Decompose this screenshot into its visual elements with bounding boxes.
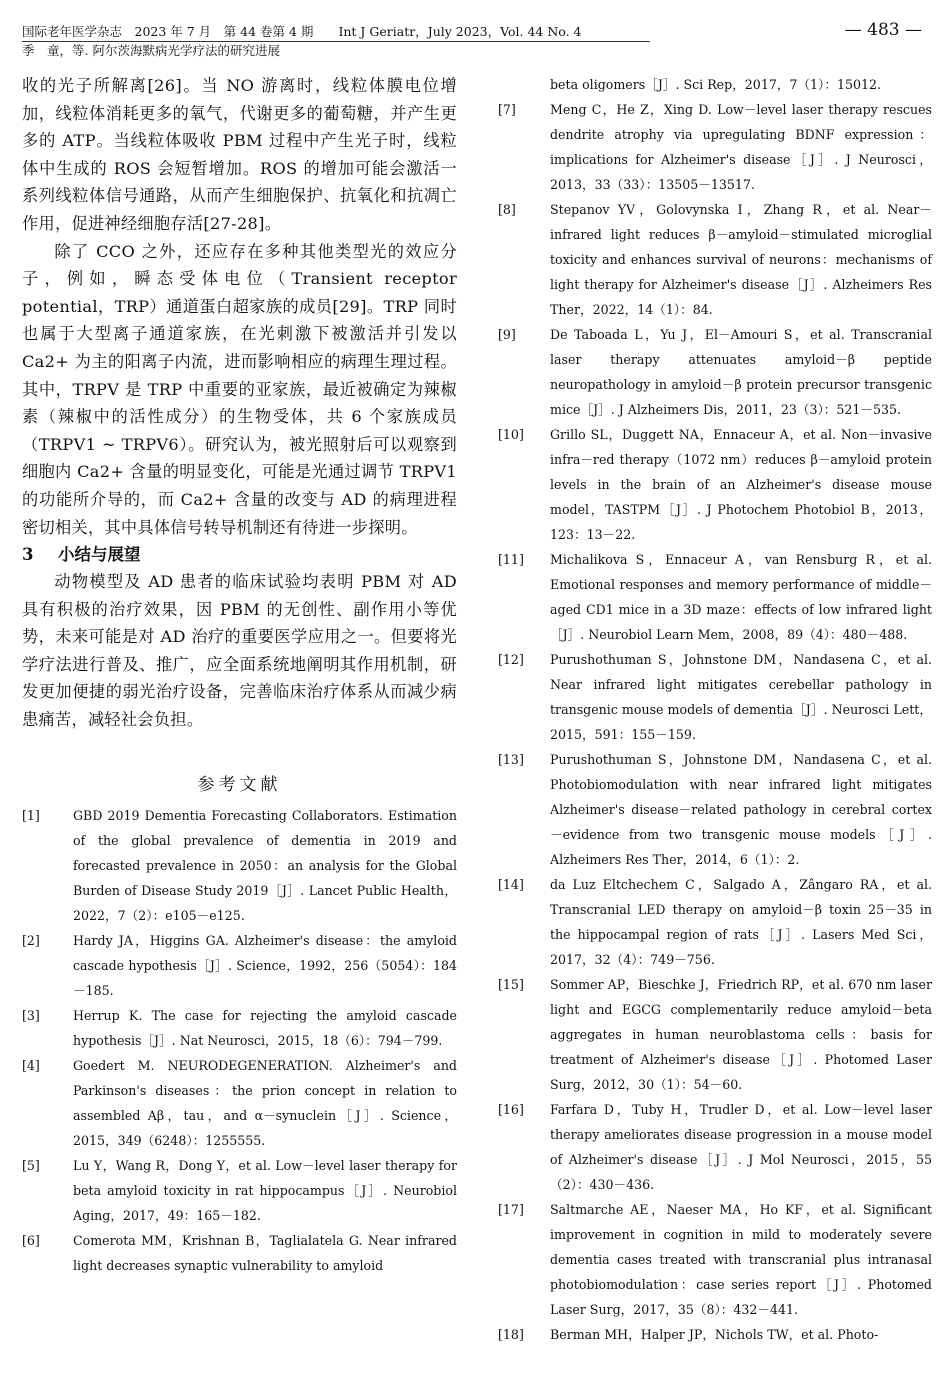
reference-number: [9] (498, 327, 516, 342)
reference-text: Grillo SL，Duggett NA，Ennaceur A，et al. Non－invasive infra－red therapy（1072 nm）reduces β－amyloid protein levels in the brain of an Alzheimer's disease mouse model，TASTPM［J］. J Photochem Photobiol B，2013，123：13－22. (550, 427, 932, 542)
page-number: — 483 — (844, 20, 922, 40)
reference-text: Michalikova S，Ennaceur A，van Rensburg R，et al. Emotional responses and memory performance of middle－aged CD1 mice in a 3D maze：effects of low infrared light［J］. Neurobiol Learn Mem，2008，89（4）：480－488. (550, 552, 932, 642)
reference-text: Farfara D，Tuby H，Trudler D，et al. Low－level laser therapy ameliorates disease progression in a mouse model of Alzheimer's disease［J］. J Mol Neurosci，2015，55（2）：430－436. (550, 1102, 932, 1192)
reference-item (22, 1228, 457, 1278)
reference-item (22, 928, 457, 1003)
reference-text: De Taboada L，Yu J，El－Amouri S，et al. Transcranial laser therapy attenuates amyloid－β peptide neuropathology in amyloid－β protein precursor transgenic mice［J］. J Alzheimers Dis，2011，23（3）：521－535. (550, 327, 932, 417)
reference-number: [18] (498, 1327, 524, 1342)
reference-number: [3] (22, 1007, 40, 1023)
reference-number: [4] (22, 1057, 40, 1073)
reference-text: Purushothuman S，Johnstone DM，Nandasena C，et al. Near infrared light mitigates cerebellar pathology in transgenic mouse models of dementia［J］. Neurosci Lett，2015，591：155－159. (550, 652, 932, 742)
reference-item (498, 422, 932, 547)
reference-text: Herrup K. The case for rejecting the amyloid cascade hypothesis［J］. Nat Neurosci，2015，18（6）：794－799. (73, 1007, 457, 1048)
reference-text: Purushothuman S，Johnstone DM，Nandasena C，et al. Photobiomodulation with near infrared light mitigates Alzheimer's disease－related pathology in cerebral cortex－evidence from two transgenic mouse models［J］. Alzheimers Res Ther，2014，6（1）：2. (550, 752, 932, 867)
section-title: 小结与展望 (58, 545, 141, 565)
journal-line: 国际老年医学杂志 2023 年 7 月 第 44 卷第 4 期 Int J Geriatr，July 2023，Vol. 44 No. 4 (22, 24, 582, 39)
reference-number: [12] (498, 652, 524, 667)
reference-item (498, 872, 932, 972)
reference-item (498, 322, 932, 422)
reference-number: [13] (498, 752, 524, 767)
reference-number: [8] (498, 202, 516, 217)
reference-text: da Luz Eltchechem C，Salgado A，Zângaro RA，et al. Transcranial LED therapy on amyloid－β toxin 25－35 in the hippocampal region of rats［J］. Lasers Med Sci，2017，32（4）：749－756. (550, 877, 932, 967)
reference-number: [16] (498, 1102, 524, 1117)
reference-text: GBD 2019 Dementia Forecasting Collaborators. Estimation of the global prevalence of dementia in 2019 and forecasted prevalence in 2050：an analysis for the Global Burden of Disease Study 2019［J］. Lancet Public Health，2022，7（2）：e105－e125. (73, 807, 457, 923)
reference-text: Meng C，He Z，Xing D. Low－level laser therapy rescues dendrite atrophy via upregulating BDNF expression：implications for Alzheimer's disease［J］. J Neurosci，2013，33（33）：13505－13517. (550, 102, 932, 192)
reference-item (22, 1003, 457, 1053)
reference-item (498, 97, 932, 197)
reference-text: Stepanov YV，Golovynska I，Zhang R，et al. Near－infrared light reduces β－amyloid－stimulated microglial toxicity and enhances survival of neurons：mechanisms of light therapy for Alzheimer's disease［J］. Alzheimers Res Ther，2022，14（1）：84. (550, 202, 932, 317)
authors-line: 季 童，等. 阿尔茨海默病光学疗法的研究进展 (22, 43, 280, 58)
reference-item (498, 197, 932, 322)
reference-text: Berman MH，Halper JP，Nichols TW，et al. Photo- (550, 1327, 879, 1342)
reference-number: [6] (22, 1232, 40, 1248)
body-paragraph-3: 动物模型及 AD 患者的临床试验均表明 PBM 对 AD 具有积极的治疗效果，因 PBM 的无创性、副作用小等优势，未来可能是对 AD 治疗的重要医学应用之一。但要将光学疗法进行普及、推广，应全面系统地阐明其作用机制，研发更加便捷的弱光治疗设备，完善临床治疗体系从而减少病患痛苦，减轻社会负担。 (22, 572, 457, 730)
reference-text: Comerota MM，Krishnan B，Taglialatela G. Near infrared light decreases synaptic vulnerability to amyloid (73, 1232, 457, 1273)
reference-number: [2] (22, 932, 40, 948)
reference-number: [15] (498, 977, 524, 992)
reference-text: Saltmarche AE，Naeser MA，Ho KF，et al. Significant improvement in cognition in mild to moderately severe dementia cases treated with transcranial plus intranasal photobiomodulation：case series report［J］. Photomed Laser Surg，2017，35（8）：432－441. (550, 1202, 932, 1317)
reference-item (498, 1097, 932, 1197)
reference-item (498, 1322, 932, 1347)
body-paragraph-1: 收的光子所解离[26]。当 NO 游离时，线粒体膜电位增加，线粒体消耗更多的氧气，代谢更多的葡萄糖，并产生更多的 ATP。当线粒体吸收 PBM 过程中产生光子时，线粒体中生成的 ROS 会短暂增加。ROS 的增加可能会激活一系列线粒体信号通路，从而产生细胞保护、抗氧化和抗凋亡作用，促进神经细胞存活[27-28]。 (22, 76, 457, 233)
reference-item (22, 803, 457, 928)
reference-continuation: beta oligomers［J］. Sci Rep，2017，7（1）：15012. (550, 77, 882, 92)
reference-text: Goedert M. NEURODEGENERATION. Alzheimer's and Parkinson's diseases：the prion concept in relation to assembled Aβ，tau，and α－synuclein［J］. Science，2015，349（6248）：1255555. (73, 1057, 457, 1148)
body-paragraph-2: 除了 CCO 之外，还应存在多种其他类型光的效应分子，例如，瞬态受体电位（Transient receptor potential，TRP）通道蛋白超家族的成员[29]。TRP 同时也属于大型离子通道家族，在光刺激下被激活并引发以 Ca2+ 为主的阳离子内流，进而影响相应的病理生理过程。其中，TRPV 是 TRP 中重要的亚家族，最近被确定为辣椒素（辣椒中的活性成分）的生物受体，共 6 个家族成员（TRPV1 ~ TRPV6）。研究认为，被光照射后可以观察到细胞内 Ca2+ 含量的明显变化，可能是光通过调节 TRPV1 的功能所介导的，而 Ca2+ 含量的改变与 AD 的病理进程密切相关，其中具体信号转导机制还有待进一步探明。 (22, 241, 457, 537)
reference-number: [17] (498, 1202, 524, 1217)
right-column (498, 72, 932, 1347)
reference-number: [11] (498, 552, 524, 567)
reference-text: Sommer AP，Bieschke J，Friedrich RP，et al. 670 nm laser light and EGCG complementarily reduce amyloid－beta aggregates in human neuroblastoma cells：basis for treatment of Alzheimer's disease［J］. Photomed Laser Surg，2012，30（1）：54－60. (550, 977, 932, 1092)
section-number: 3 (22, 545, 34, 565)
reference-item (498, 547, 932, 647)
reference-number: [7] (498, 102, 516, 117)
reference-number: [5] (22, 1157, 40, 1173)
reference-number: [10] (498, 427, 524, 442)
header-divider (22, 41, 650, 42)
reference-item (22, 1153, 457, 1228)
references-left-list (22, 803, 457, 1278)
reference-item (498, 747, 932, 872)
reference-item (22, 1053, 457, 1153)
reference-number: [14] (498, 877, 524, 892)
references-right-list (498, 97, 932, 1347)
references-title: 参考文献 (197, 774, 282, 795)
left-column (22, 72, 457, 1278)
section-heading (22, 541, 457, 568)
reference-text: Hardy JA，Higgins GA. Alzheimer's disease：the amyloid cascade hypothesis［J］. Science，1992，256（5054）：184－185. (73, 932, 457, 998)
reference-item (498, 972, 932, 1097)
reference-text: Lu Y，Wang R，Dong Y，et al. Low－level laser therapy for beta amyloid toxicity in rat hippocampus［J］. Neurobiol Aging，2017，49：165－182. (73, 1157, 457, 1223)
reference-item (498, 1197, 932, 1322)
reference-item (498, 647, 932, 747)
reference-number: [1] (22, 807, 40, 823)
